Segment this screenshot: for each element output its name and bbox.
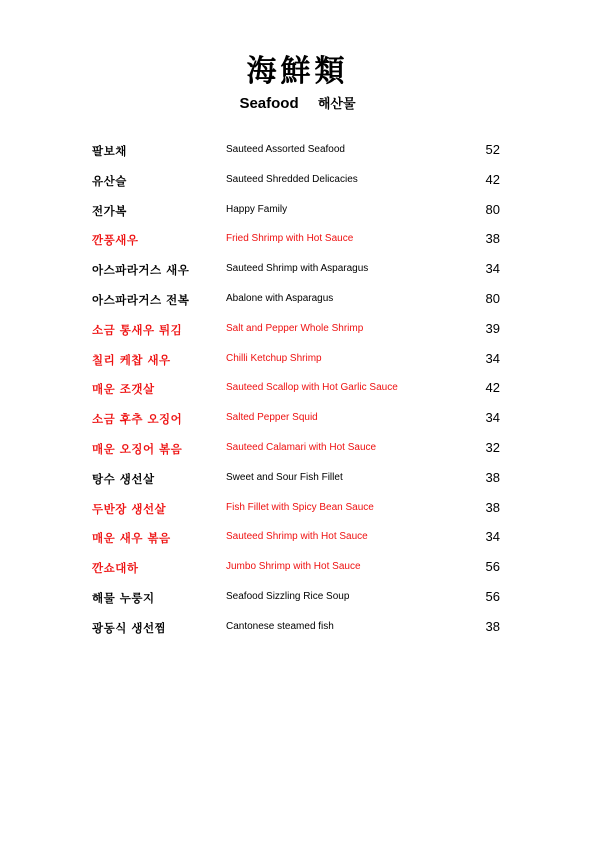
- menu-item: [0, 287, 595, 317]
- dish-name-korean: 깐풍새우: [92, 233, 139, 248]
- dish-name-korean: 매운 오징어 볶음: [92, 441, 183, 456]
- dish-name-english: Sauteed Scallop with Hot Garlic Sauce: [226, 382, 398, 394]
- dish-price: 42: [485, 380, 500, 396]
- menu-item: [0, 436, 595, 466]
- dish-name-english: Salt and Pepper Whole Shrimp: [226, 322, 364, 334]
- dish-price: 38: [485, 469, 500, 485]
- dish-name-korean: 아스파라거스 전복: [92, 292, 190, 307]
- subtitle-english: Seafood: [239, 95, 299, 112]
- menu-item: [0, 585, 595, 615]
- dish-name-korean: 깐쇼대하: [92, 561, 139, 576]
- dish-price: 38: [485, 231, 500, 247]
- dish-name-korean: 매운 조갯살: [92, 382, 155, 397]
- menu-item: [0, 466, 595, 496]
- dish-price: 34: [485, 261, 500, 277]
- dish-name-english: Sauteed Shrimp with Asparagus: [226, 263, 369, 275]
- dish-price: 52: [485, 142, 500, 157]
- dish-name-english: Happy Family: [226, 203, 288, 215]
- dish-name-korean: 소금 후추 오징어: [92, 412, 183, 427]
- dish-name-korean: 칠리 케찹 새우: [92, 352, 171, 367]
- dish-name-english: Abalone with Asparagus: [226, 292, 334, 304]
- dish-name-korean: 소금 통새우 튀김: [92, 322, 183, 337]
- menu-item: [0, 376, 595, 406]
- menu-item: [0, 257, 595, 287]
- dish-name-english: Fried Shrimp with Hot Sauce: [226, 233, 354, 245]
- dish-price: 80: [485, 290, 500, 306]
- menu-item: [0, 525, 595, 555]
- dish-price: 38: [485, 618, 500, 634]
- menu-item: [0, 496, 595, 526]
- dish-name-korean: 매운 새우 볶음: [92, 531, 171, 546]
- dish-name-english: Jumbo Shrimp with Hot Sauce: [226, 561, 361, 573]
- dish-price: 34: [485, 529, 500, 545]
- dish-price: 32: [485, 439, 500, 455]
- menu-item: [0, 406, 595, 436]
- dish-price: 38: [485, 499, 500, 515]
- dish-name-korean: 팔보채: [92, 144, 127, 158]
- dish-price: 39: [485, 320, 500, 336]
- dish-name-english: Sauteed Calamari with Hot Sauce: [226, 441, 377, 453]
- subtitle-korean: 해산물: [317, 97, 356, 112]
- dish-name-korean: 두반장 생선살: [92, 501, 167, 516]
- dish-name-english: Fish Fillet with Spicy Bean Sauce: [226, 501, 374, 513]
- dish-price: 80: [485, 201, 500, 217]
- menu-item: [0, 555, 595, 585]
- dish-name-korean: 아스파라거스 새우: [92, 263, 190, 278]
- dish-name-korean: 유산슬: [92, 173, 127, 188]
- dish-name-korean: 해물 누룽지: [92, 590, 155, 605]
- page-title: 海鮮類: [246, 54, 349, 89]
- dish-name-korean: 광동식 생선찜: [92, 620, 167, 635]
- dish-price: 56: [485, 559, 500, 575]
- dish-price: 42: [485, 171, 500, 187]
- menu-header: [0, 52, 595, 116]
- dish-price: 34: [485, 350, 500, 366]
- page-subtitle: [0, 92, 595, 116]
- dish-price: 56: [485, 588, 500, 604]
- dish-name-english: Sauteed Assorted Seafood: [226, 144, 345, 155]
- dish-name-korean: 탕수 생선살: [92, 471, 155, 486]
- menu-list: [0, 138, 595, 645]
- dish-name-english: Cantonese steamed fish: [226, 620, 334, 632]
- dish-name-korean: 전가복: [92, 203, 127, 218]
- menu-item: [0, 615, 595, 645]
- menu-item: [0, 317, 595, 347]
- dish-name-english: Seafood Sizzling Rice Soup: [226, 590, 350, 602]
- menu-item: [0, 198, 595, 228]
- menu-item: [0, 227, 595, 257]
- dish-name-english: Sauteed Shredded Delicacies: [226, 173, 358, 185]
- menu-item: [0, 168, 595, 198]
- dish-price: 34: [485, 410, 500, 426]
- dish-name-english: Salted Pepper Squid: [226, 412, 318, 424]
- menu-item: [0, 138, 595, 168]
- dish-name-english: Sauteed Shrimp with Hot Sauce: [226, 531, 368, 543]
- menu-item: [0, 347, 595, 377]
- dish-name-english: Sweet and Sour Fish Fillet: [226, 471, 343, 483]
- dish-name-english: Chilli Ketchup Shrimp: [226, 352, 322, 364]
